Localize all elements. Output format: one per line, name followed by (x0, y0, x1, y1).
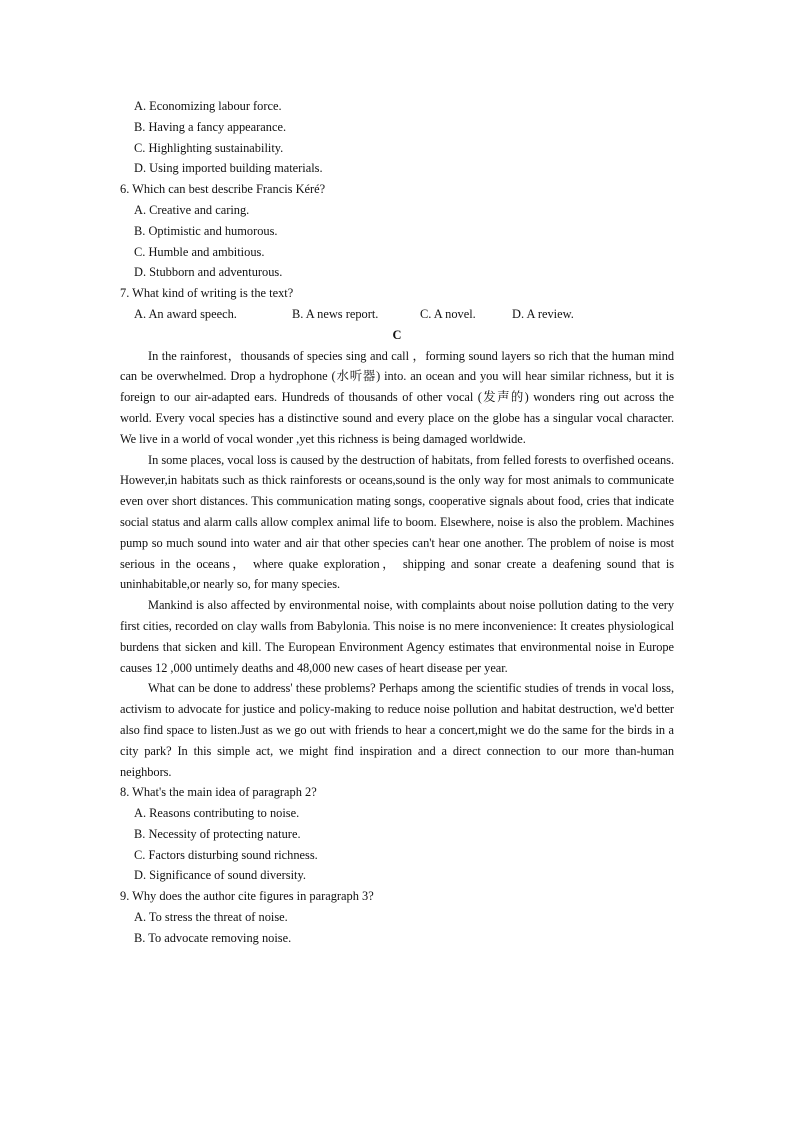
q8-option-c: C. Factors disturbing sound richness. (134, 847, 318, 862)
q7-option-a: A. An award speech. (134, 306, 237, 321)
exam-page (120, 96, 674, 949)
q8-option-b: B. Necessity of protecting nature. (134, 826, 301, 841)
passage-paragraph-3: Mankind is also affected by environmental noise, with complaints about noise pollution dating to the very first cities, recorded on clay walls from Babylonia. This noise is no mere inconvenience: It creates physiological burdens that sicken and kill. The European Environment Agency estimates that environmental noise in Europe causes 12 ,000 untimely deaths and 48,000 new cases of heart disease per year. (120, 598, 674, 675)
q6-option-a: A. Creative and caring. (134, 202, 250, 217)
passage-paragraph-1: In the rainforest，thousands of species sing and call ，forming sound layers so rich that the human mind can be overwhelmed. Drop a hydrophone (水听器) into. an ocean and you will hear similar richness, but it is foreign to our air-adapted ears. Hundreds of thousands of other vocal (发声的) wonders ring out across the world. Every vocal species has a distinctive sound and every place on the globe has a singular vocal character. We live in a world of vocal wonder ,yet this richness is being damaged worldwide. (120, 348, 674, 446)
passage-paragraph-2: In some places, vocal loss is caused by the destruction of habitats, from felled forests to overfished oceans. However,in habitats such as thick rainforests or oceans,sound is the only way for most animals to communicate even over short distances. This communication mating songs, cooperative signals about food, cries that indicate social status and alarm calls allow complex animal life to boom. Elsewhere, noise is also the problem. Machines pump so much sound into water and air that other species can't hear one another. The problem of noise is most serious in the oceans， where quake exploration， shipping and sonar create a deafening sound that is uninhabitable,or nearly so, for many species. (120, 452, 674, 592)
q7-option-c: C. A novel. (420, 306, 476, 321)
passage-paragraph-4: What can be done to address' these problems? Perhaps among the scientific studies of trends in vocal loss, activism to advocate for justice and policy-making to reduce noise pollution and habitat destruction, we'd better also find space to listen.Just as we go out with friends to hear a concert,might we do the same for the birds in a city park? In this simple act, we might find inspiration and a direct connection to our more than-human neighbors. (120, 681, 674, 779)
section-heading: C (392, 327, 402, 342)
q9-option-a: A. To stress the threat of noise. (134, 910, 288, 925)
q5-option-a: A. Economizing labour force. (134, 99, 282, 113)
q7-options (120, 304, 674, 325)
q7-option-b: B. A news report. (292, 306, 379, 321)
q8-option-d: D. Significance of sound diversity. (134, 868, 306, 883)
q5-option-d: D. Using imported building materials. (134, 161, 323, 176)
q6-option-b: B. Optimistic and humorous. (134, 223, 278, 238)
q7-option-d: D. A review. (512, 306, 574, 321)
q7-stem: 7. What kind of writing is the text? (120, 286, 294, 301)
q8-option-a: A. Reasons contributing to noise. (134, 806, 300, 821)
q6-option-d: D. Stubborn and adventurous. (134, 265, 283, 280)
q9-option-b: B. To advocate removing noise. (134, 930, 292, 945)
q6-stem: 6. Which can best describe Francis Kéré? (120, 182, 326, 197)
q6-option-c: C. Humble and ambitious. (134, 244, 265, 259)
q5-option-b: B. Having a fancy appearance. (134, 119, 287, 134)
q5-option-c: C. Highlighting sustainability. (134, 140, 284, 155)
q8-stem: 8. What's the main idea of paragraph 2? (120, 785, 317, 800)
q9-stem: 9. Why does the author cite figures in paragraph 3? (120, 889, 374, 904)
